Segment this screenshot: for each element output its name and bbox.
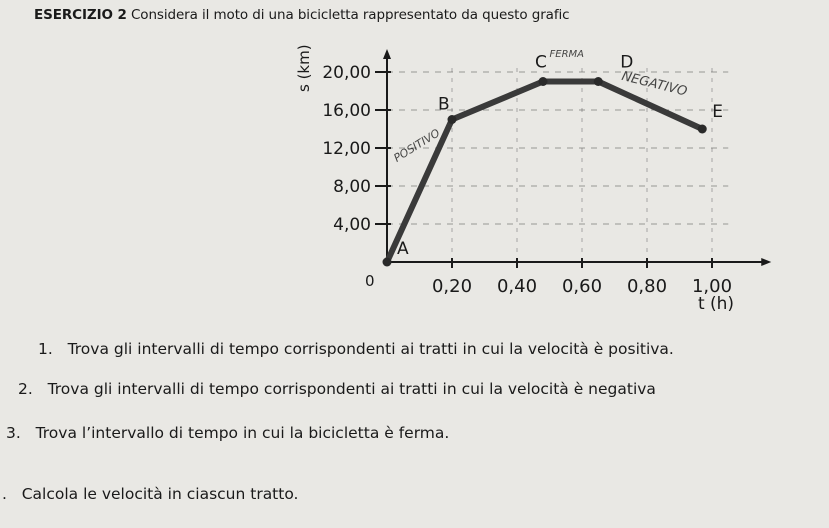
y-tick-label: 4,00	[333, 215, 371, 235]
question-2	[18, 380, 656, 398]
question-3	[6, 424, 449, 442]
y-axis-arrow-icon	[383, 49, 391, 59]
point-label: C	[535, 52, 547, 73]
question-text: Trova l’intervallo di tempo in cui la bicicletta è ferma.	[35, 424, 450, 442]
data-point	[539, 77, 548, 86]
question-text: Trova gli intervalli di tempo corrispondenti ai tratti in cui la velocità è negativa	[47, 380, 656, 398]
x-axis-label: t (h)	[697, 294, 735, 314]
question-4	[2, 485, 298, 503]
point-label: D	[620, 52, 634, 73]
y-tick-label: 8,00	[333, 177, 371, 197]
handwritten-annotation: NEGATIVO	[620, 68, 689, 100]
handwritten-annotation: FERMA	[549, 48, 584, 60]
question-number: .	[2, 485, 7, 503]
question-text: Calcola le velocità in ciascun tratto.	[21, 485, 299, 503]
question-number: 3.	[6, 424, 21, 442]
series	[383, 77, 707, 267]
x-tick-label: 0,80	[626, 276, 668, 297]
x-tick-label: 0,40	[496, 276, 538, 297]
data-point	[448, 115, 457, 124]
point-label: B	[438, 94, 450, 115]
question-1	[38, 340, 674, 358]
y-tick-label: 16,00	[322, 101, 371, 121]
question-number: 1.	[38, 340, 53, 358]
data-point	[594, 77, 603, 86]
handwritten-annotation: POSITIVO	[391, 126, 443, 165]
point-label: A	[397, 239, 409, 259]
x-tick-label: 0,20	[431, 276, 473, 297]
question-text: Trova gli intervalli di tempo corrispondenti ai tratti in cui la velocità è positiva.	[67, 340, 674, 358]
data-point	[383, 258, 392, 267]
origin-label: 0	[365, 272, 375, 290]
y-axis-label: s (km)	[295, 44, 313, 92]
x-axis-arrow-icon	[761, 258, 771, 266]
series-line	[387, 82, 702, 263]
x-tick-label: 1,00	[691, 276, 733, 297]
exercise-number: ESERCIZIO 2	[34, 7, 127, 23]
exercise-text: Considera il moto di una bicicletta rappresentato da questo grafic	[130, 7, 570, 23]
y-tick-label: 12,00	[322, 139, 371, 159]
question-number: 2.	[18, 380, 33, 398]
data-point	[698, 125, 707, 134]
x-tick-label: 0,60	[561, 276, 603, 297]
y-tick-label: 20,00	[322, 63, 371, 83]
point-label: E	[712, 102, 723, 122]
